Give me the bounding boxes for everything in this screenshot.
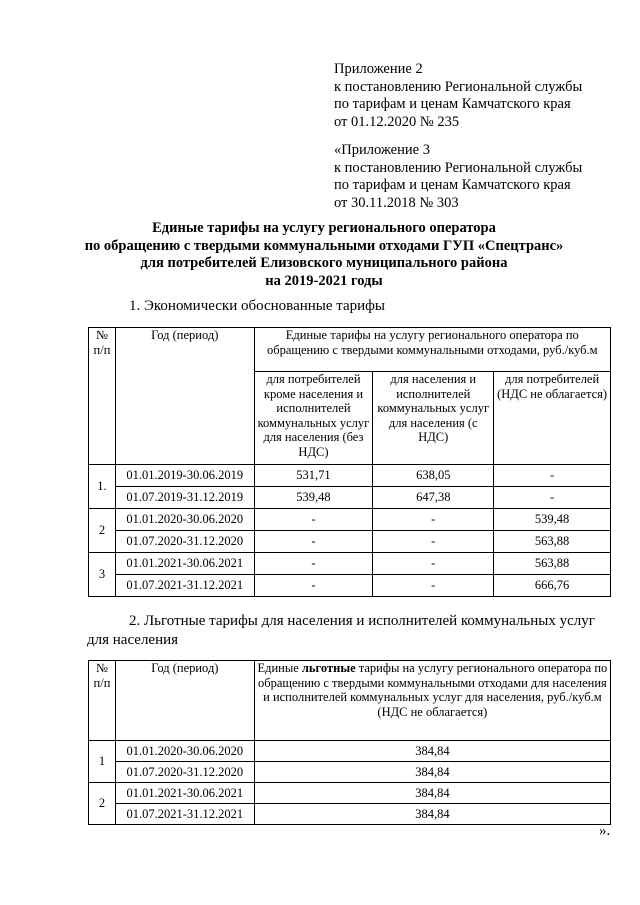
appendix-2-line2: к постановлению Региональной службы [334, 78, 583, 95]
t1-cell-value: 539,48 [494, 509, 611, 531]
t2-cell-period: 01.07.2021-31.12.2021 [115, 804, 254, 825]
t1-cell-value: - [373, 553, 494, 575]
t1-cell-value: 638,05 [373, 465, 494, 487]
t2-cell-period: 01.07.2020-31.12.2020 [115, 762, 254, 783]
t1-cell-value: 666,76 [494, 575, 611, 597]
t1-cell-value: - [254, 553, 373, 575]
appendix-3-header [334, 142, 624, 212]
t1-subheader-2: для населения и исполнителей коммунальных услуг для населения (с НДС) [373, 372, 494, 465]
t1-cell-value: 563,88 [494, 531, 611, 553]
appendix-3-line3: по тарифам и ценам Камчатского края [334, 177, 571, 193]
document-title [40, 220, 608, 290]
t1-cell-value: - [373, 531, 494, 553]
t1-cell-value: 563,88 [494, 553, 611, 575]
t1-cell-period: 01.01.2019-30.06.2019 [115, 465, 254, 487]
t2-header-bold: льготные [301, 661, 356, 675]
t1-cell-value: - [494, 487, 611, 509]
title-line2: по обращению с твердыми коммунальными отходами ГУП «Спецтранс» [84, 237, 564, 254]
appendix-2-line3: по тарифам и ценам Камчатского края [334, 96, 571, 112]
t2-header-period: Год (период) [115, 661, 254, 741]
t1-cell-value: 539,48 [254, 487, 373, 509]
t2-cell-period: 01.01.2021-30.06.2021 [115, 783, 254, 804]
t2-row-num: 1 [89, 741, 116, 783]
title-line1: Единые тарифы на услугу регионального оператора [152, 220, 496, 236]
preferential-tariffs-table [88, 660, 611, 825]
t2-header-pre: Единые [257, 661, 302, 675]
t1-cell-period: 01.01.2020-30.06.2020 [115, 509, 254, 531]
t1-subheader-1: для потребителей кроме населения и исполнителей коммунальных услуг для населения (без НДС) [254, 372, 373, 465]
t2-cell-value: 384,84 [254, 762, 610, 783]
t2-header-tariff [254, 661, 610, 741]
t1-cell-value: - [373, 575, 494, 597]
title-line3: для потребителей Елизовского муниципального района [140, 255, 508, 271]
t1-row-num: 2 [89, 509, 116, 553]
section-2-heading [87, 612, 608, 650]
t1-cell-value: - [494, 465, 611, 487]
t1-cell-value: 531,71 [254, 465, 373, 487]
t1-cell-period: 01.01.2021-30.06.2021 [115, 553, 254, 575]
t2-cell-period: 01.01.2020-30.06.2020 [115, 741, 254, 762]
t1-header-period: Год (период) [115, 328, 254, 465]
appendix-3-line1: «Приложение 3 [334, 142, 430, 158]
appendix-2-line4: от 01.12.2020 № 235 [334, 113, 460, 130]
t1-cell-value: 647,38 [373, 487, 494, 509]
t1-cell-value: - [254, 509, 373, 531]
t1-cell-period: 01.07.2019-31.12.2019 [115, 487, 254, 509]
appendix-2-header [334, 61, 624, 131]
appendix-3-line2: к постановлению Региональной службы [334, 159, 583, 176]
t1-cell-value: - [254, 575, 373, 597]
t2-cell-value: 384,84 [254, 741, 610, 762]
section-2-line1: 2. Льготные тарифы для населения и исполнителей коммунальных услуг [129, 613, 595, 629]
t1-cell-value: - [254, 531, 373, 553]
section-2-line2: для населения [87, 632, 179, 648]
t1-subheader-3: для потребителей (НДС не облагается) [494, 372, 611, 465]
appendix-2-line1: Приложение 2 [334, 61, 423, 77]
t2-cell-value: 384,84 [254, 804, 610, 825]
appendix-3-line4: от 30.11.2018 № 303 [334, 194, 459, 211]
t2-cell-value: 384,84 [254, 783, 610, 804]
t2-row-num: 2 [89, 783, 116, 825]
t1-header-num: № п/п [89, 328, 116, 465]
t1-row-num: 1. [89, 465, 116, 509]
economic-tariffs-table [88, 327, 611, 597]
t1-cell-period: 01.07.2021-31.12.2021 [115, 575, 254, 597]
t2-header-num: № п/п [89, 661, 116, 741]
t1-cell-value: - [373, 509, 494, 531]
section-1-heading: 1. Экономически обоснованные тарифы [129, 298, 385, 314]
t1-row-num: 3 [89, 553, 116, 597]
t1-header-group: Единые тарифы на услугу регионального оператора по обращению с твердыми коммунальными отходами, руб./куб.м [254, 328, 610, 372]
t2-header-post: тарифы на услугу регионального оператора по обращению с твердыми коммунальными отходами для населения и исполнителей коммунальных услуг для населения, руб./куб.м (НДС не облагается) [257, 661, 608, 719]
title-line4: на 2019-2021 годы [265, 272, 383, 289]
t1-cell-period: 01.07.2020-31.12.2020 [115, 531, 254, 553]
closing-quote: ». [599, 823, 611, 839]
